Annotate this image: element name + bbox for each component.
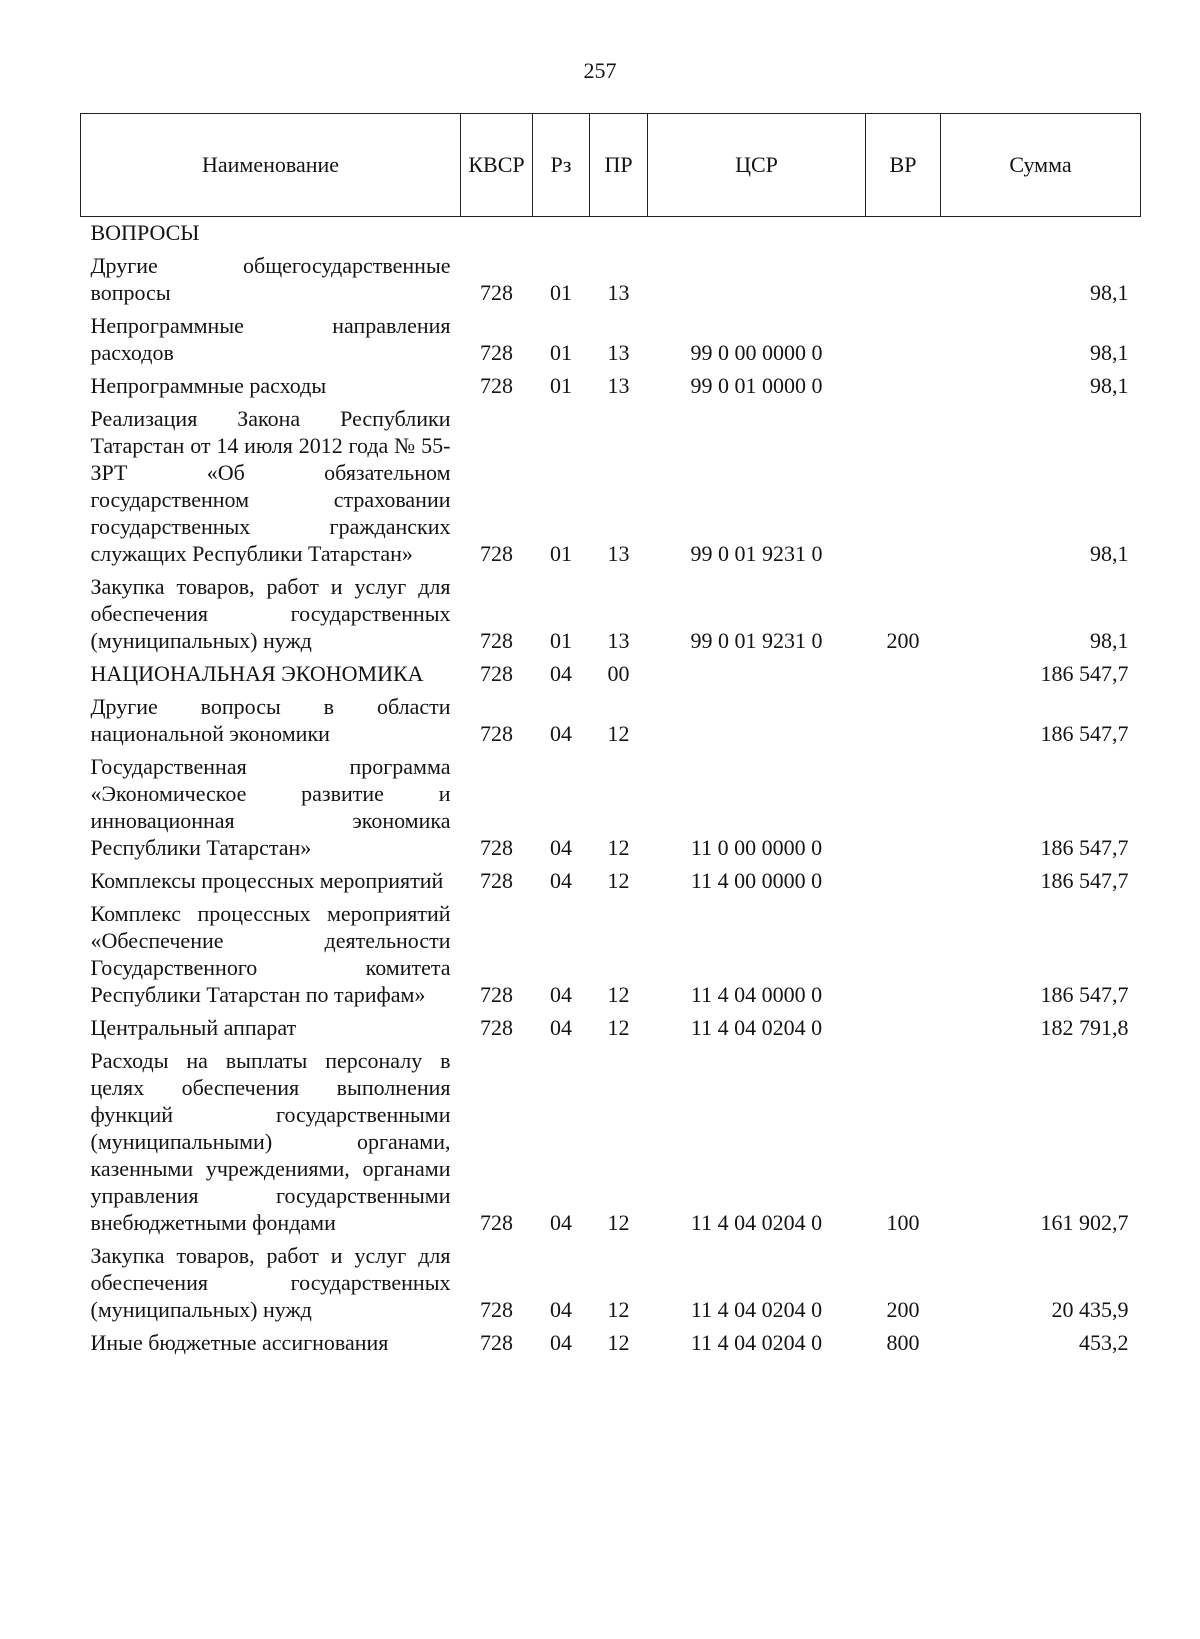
cell-vr: 200 (886, 1297, 920, 1322)
cell-pr (590, 217, 648, 251)
table-row (81, 865, 1141, 898)
cell-vr (866, 865, 941, 898)
cell-sum: 161 902,7 (1040, 1210, 1129, 1235)
cell-kvsr: 728 (480, 280, 513, 305)
cell-kvsr: 728 (480, 868, 513, 893)
cell-kvsr: 728 (480, 982, 513, 1007)
cell-kvsr: 728 (480, 1015, 513, 1040)
cell-name: Закупка товаров, работ и услуг для обеспечения государственных (муниципальных) нужд (90, 1243, 451, 1322)
cell-name: Реализация Закона Республики Татарстан от 14 июля 2012 года № 55-ЗРТ «Об обязательном государственном страховании государственных гражданских служащих Республики Татарстан» (90, 406, 451, 566)
cell-rz: 04 (550, 868, 572, 893)
cell-csr: 11 4 04 0204 0 (690, 1015, 823, 1040)
cell-vr: 100 (886, 1210, 920, 1235)
cell-rz: 04 (550, 982, 572, 1007)
cell-rz: 04 (550, 1297, 572, 1322)
cell-pr: 13 (607, 628, 630, 653)
cell-kvsr: 728 (480, 373, 513, 398)
table-row (81, 1045, 1141, 1240)
cell-name: Непрограммные расходы (90, 373, 327, 398)
cell-csr (648, 658, 866, 691)
header-rz: Рз (533, 114, 590, 217)
table-row (81, 217, 1141, 251)
table-row (81, 370, 1141, 403)
cell-name: Расходы на выплаты персоналу в целях обеспечения выполнения функций государственными (муниципальными) органами, казенными учреждениями, органами управления государственными внебюджетными фондами (90, 1048, 451, 1235)
cell-vr: 200 (886, 628, 920, 653)
cell-kvsr: 728 (480, 721, 513, 746)
cell-vr (866, 217, 941, 251)
cell-pr: 12 (607, 868, 630, 893)
cell-pr: 13 (607, 340, 630, 365)
table-header (81, 114, 1141, 217)
cell-vr (866, 898, 941, 1012)
header-vr: ВР (866, 114, 941, 217)
cell-name: ВОПРОСЫ (90, 220, 200, 245)
table-row (81, 571, 1141, 658)
cell-name: Другие вопросы в области национальной экономики (90, 694, 451, 746)
cell-csr: 99 0 00 0000 0 (690, 340, 823, 365)
header-name: Наименование (81, 114, 461, 217)
cell-kvsr: 728 (480, 628, 513, 653)
cell-rz: 01 (550, 340, 572, 365)
cell-vr (866, 1012, 941, 1045)
cell-kvsr: 728 (480, 835, 513, 860)
cell-rz: 01 (550, 628, 572, 653)
cell-name: Закупка товаров, работ и услуг для обеспечения государственных (муниципальных) нужд (90, 574, 451, 653)
cell-kvsr: 728 (480, 1297, 513, 1322)
cell-rz: 04 (550, 1210, 572, 1235)
cell-kvsr: 728 (480, 340, 513, 365)
cell-rz: 04 (550, 835, 572, 860)
cell-kvsr: 728 (480, 1210, 513, 1235)
table-row (81, 1240, 1141, 1327)
cell-pr: 00 (607, 661, 630, 686)
header-kvsr: КВСР (461, 114, 533, 217)
table-row (81, 1012, 1141, 1045)
cell-sum: 186 547,7 (1040, 982, 1129, 1007)
cell-csr: 99 0 01 0000 0 (690, 373, 823, 398)
cell-sum: 186 547,7 (1040, 868, 1129, 893)
cell-csr: 11 4 04 0204 0 (690, 1210, 823, 1235)
cell-csr (648, 217, 866, 251)
cell-vr (866, 751, 941, 865)
cell-sum: 186 547,7 (1040, 721, 1129, 746)
table-row (81, 898, 1141, 1012)
cell-sum: 98,1 (1090, 373, 1129, 398)
cell-rz (533, 217, 590, 251)
cell-rz: 01 (550, 373, 572, 398)
cell-vr (866, 310, 941, 370)
cell-pr: 12 (607, 982, 630, 1007)
cell-pr: 12 (607, 721, 630, 746)
cell-pr: 12 (607, 835, 630, 860)
cell-kvsr: 728 (480, 661, 513, 686)
table-row (81, 403, 1141, 571)
cell-pr: 12 (607, 1210, 630, 1235)
cell-rz: 04 (550, 1330, 572, 1355)
cell-csr (648, 691, 866, 751)
cell-kvsr (461, 217, 533, 251)
cell-name: Центральный аппарат (90, 1015, 297, 1040)
cell-sum: 453,2 (1079, 1330, 1129, 1355)
cell-name: Комплексы процессных мероприятий (90, 868, 444, 893)
table-row (81, 751, 1141, 865)
cell-sum: 98,1 (1090, 340, 1129, 365)
cell-sum: 98,1 (1090, 541, 1129, 566)
cell-pr: 13 (607, 541, 630, 566)
cell-sum: 182 791,8 (1040, 1015, 1129, 1040)
cell-sum: 98,1 (1090, 280, 1129, 305)
cell-vr (866, 691, 941, 751)
cell-kvsr: 728 (480, 1330, 513, 1355)
header-csr: ЦСР (648, 114, 866, 217)
cell-sum: 186 547,7 (1040, 835, 1129, 860)
cell-csr: 11 4 00 0000 0 (690, 868, 823, 893)
cell-rz: 04 (550, 721, 572, 746)
cell-vr: 800 (886, 1330, 920, 1355)
cell-name: Государственная программа «Экономическое развитие и инновационная экономика Республики Татарстан» (90, 754, 451, 860)
table-row (81, 658, 1141, 691)
cell-rz: 04 (550, 661, 572, 686)
table-row (81, 310, 1141, 370)
cell-pr: 12 (607, 1015, 630, 1040)
cell-rz: 01 (550, 280, 572, 305)
cell-pr: 12 (607, 1330, 630, 1355)
cell-csr: 11 4 04 0000 0 (690, 982, 823, 1007)
cell-pr: 12 (607, 1297, 630, 1322)
cell-sum: 186 547,7 (1040, 661, 1129, 686)
cell-csr: 99 0 01 9231 0 (690, 628, 823, 653)
cell-vr (866, 403, 941, 571)
header-sum: Сумма (941, 114, 1141, 217)
cell-csr: 99 0 01 9231 0 (690, 541, 823, 566)
cell-name: Другие общегосударственные вопросы (90, 253, 451, 305)
cell-pr: 13 (607, 373, 630, 398)
cell-sum (941, 217, 1141, 251)
cell-csr: 11 4 04 0204 0 (690, 1297, 823, 1322)
cell-rz: 04 (550, 1015, 572, 1040)
cell-rz: 01 (550, 541, 572, 566)
cell-sum: 20 435,9 (1051, 1297, 1129, 1322)
cell-vr (866, 370, 941, 403)
table-row (81, 250, 1141, 310)
budget-table (80, 113, 1141, 1360)
cell-sum: 98,1 (1090, 628, 1129, 653)
cell-name: НАЦИОНАЛЬНАЯ ЭКОНОМИКА (90, 661, 424, 686)
header-pr: ПР (590, 114, 648, 217)
cell-pr: 13 (607, 280, 630, 305)
page-number: 257 (583, 58, 617, 83)
table-row (81, 691, 1141, 751)
cell-csr: 11 0 00 0000 0 (690, 835, 823, 860)
cell-csr (648, 250, 866, 310)
cell-name: Комплекс процессных мероприятий «Обеспечение деятельности Государственного комитета Республики Татарстан по тарифам» (90, 901, 451, 1007)
cell-csr: 11 4 04 0204 0 (690, 1330, 823, 1355)
table-row (81, 1327, 1141, 1360)
cell-name: Непрограммные направления расходов (90, 313, 451, 365)
cell-kvsr: 728 (480, 541, 513, 566)
cell-name: Иные бюджетные ассигнования (90, 1330, 389, 1355)
table-body (81, 217, 1141, 1361)
cell-vr (866, 658, 941, 691)
cell-vr (866, 250, 941, 310)
